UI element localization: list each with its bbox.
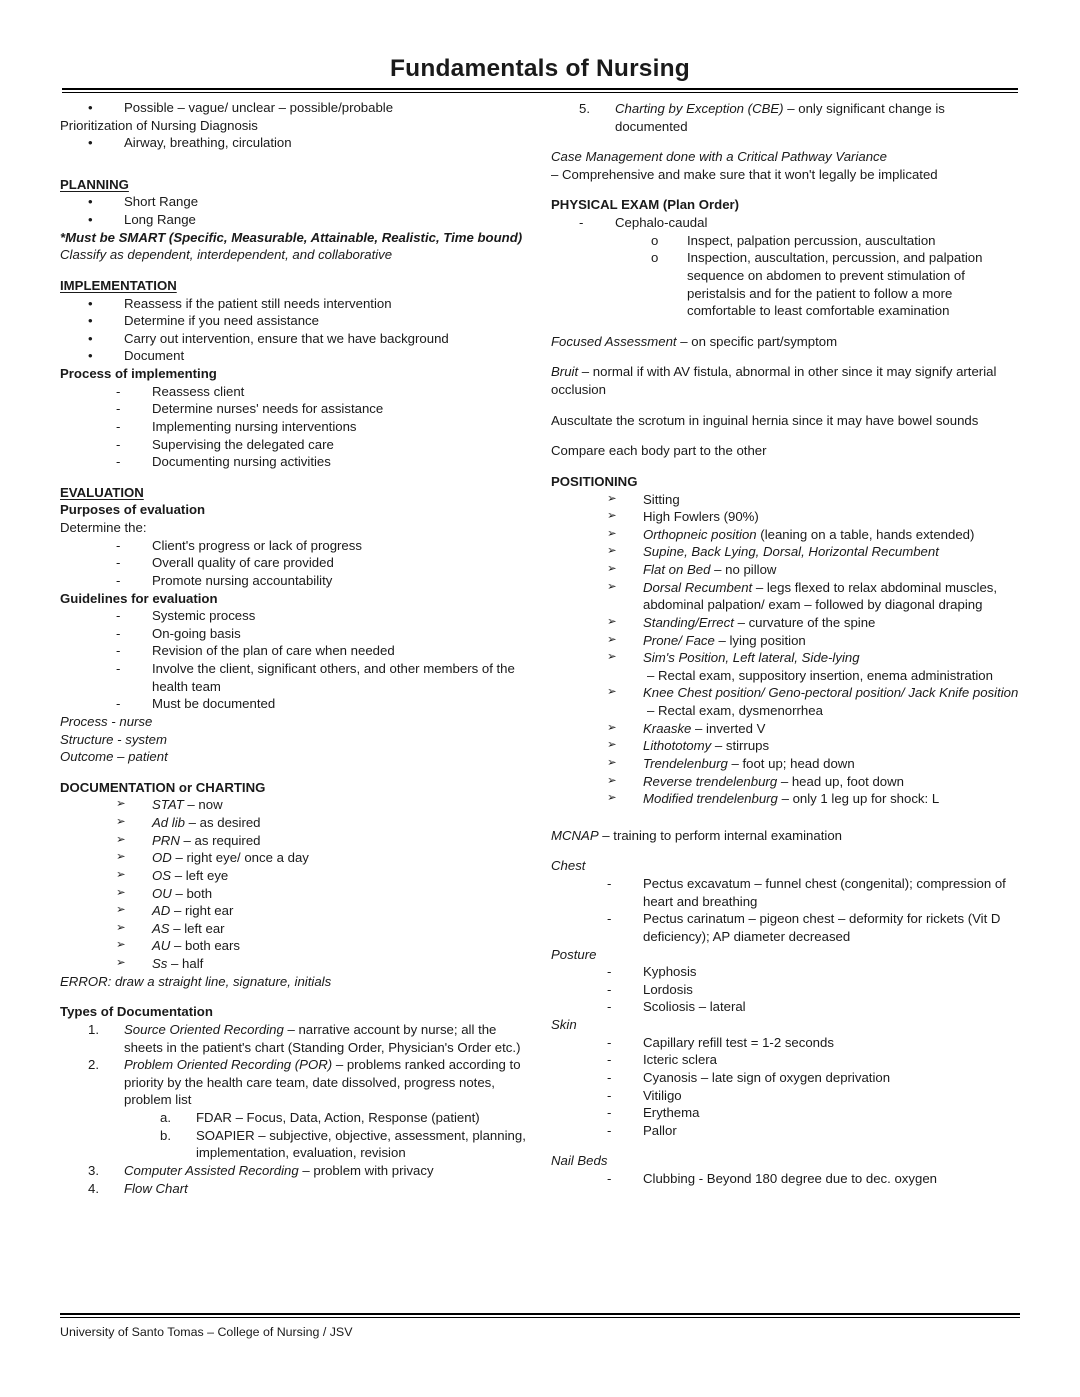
abbreviation-term: Ss bbox=[152, 956, 168, 972]
planning-note-smart: *Must be SMART (Specific, Measurable, Attainable, Realistic, Time bound) bbox=[60, 229, 523, 245]
subheading-skin: Skin bbox=[551, 1017, 577, 1033]
bullet-arrow-icon: ➢ bbox=[116, 798, 126, 811]
evaluation-triad-process: Process - nurse bbox=[60, 713, 153, 729]
spacer bbox=[551, 808, 1020, 821]
positioning-sub-note: – Rectal exam, suppository insertion, enema administration bbox=[647, 667, 993, 683]
spacer bbox=[60, 264, 529, 277]
bullet-arrow-icon: ➢ bbox=[116, 833, 126, 846]
list-item bbox=[60, 902, 529, 920]
bullet-dash-icon: - bbox=[607, 1069, 612, 1085]
abbreviation-meaning: – as required bbox=[179, 832, 261, 848]
two-column-body bbox=[0, 93, 1080, 1197]
doc-type-desc: – problem with privacy bbox=[298, 1162, 434, 1178]
list-item bbox=[60, 955, 529, 973]
subheading-process-of-implementing: Process of implementing bbox=[60, 366, 217, 382]
list-item bbox=[60, 937, 529, 955]
doc-type-term: Flow Chart bbox=[124, 1180, 188, 1196]
list-item: - Vitiligo bbox=[607, 1087, 682, 1103]
doc-subtype-text: FDAR – Focus, Data, Action, Response (patient) bbox=[196, 1110, 480, 1126]
list-letter: a. bbox=[160, 1110, 171, 1126]
bullet-dash-icon: - bbox=[607, 876, 612, 892]
bullet-dash-icon: - bbox=[116, 401, 121, 417]
section-heading-positioning: POSITIONING bbox=[551, 473, 638, 489]
subheading-guidelines-for-evaluation: Guidelines for evaluation bbox=[60, 590, 218, 606]
spacer bbox=[551, 460, 1020, 473]
list-item: • Long Range bbox=[88, 212, 196, 228]
subheading-posture: Posture bbox=[551, 946, 597, 962]
list-item: - Pectus carinatum – pigeon chest – deformity for rickets (Vit D deficiency); AP diameter decreased bbox=[607, 911, 1001, 944]
list-item: - Documenting nursing activities bbox=[116, 454, 331, 470]
spacer bbox=[551, 183, 1020, 196]
abbreviation-term: Ad lib bbox=[152, 815, 185, 831]
bullet-arrow-icon: ➢ bbox=[116, 904, 126, 917]
bullet-arrow-icon: ➢ bbox=[607, 492, 617, 505]
note-compare-body-parts: Compare each body part to the other bbox=[551, 443, 767, 459]
abbreviation-term: AD bbox=[152, 903, 171, 919]
list-item: • Airway, breathing, circulation bbox=[88, 135, 292, 151]
abbreviation-term: OU bbox=[152, 885, 172, 901]
bullet-circle-icon: o bbox=[651, 250, 659, 266]
evaluation-triad-structure: Structure - system bbox=[60, 731, 167, 747]
list-item: ➢ Trendelenburg – foot up; head down bbox=[607, 755, 855, 771]
bullet-arrow-icon: ➢ bbox=[607, 756, 617, 769]
bullet-arrow-icon: ➢ bbox=[607, 563, 617, 576]
case-management-line2: – Comprehensive and make sure that it won't legally be implicated bbox=[551, 166, 938, 182]
spacer bbox=[551, 399, 1020, 412]
list-item: - Implementing nursing interventions bbox=[116, 418, 357, 434]
list-item: - Determine nurses' needs for assistance bbox=[116, 401, 384, 417]
list-item: ➢ Knee Chest position/ Geno-pectoral position/ Jack Knife position bbox=[607, 685, 1019, 701]
list-item: - On-going basis bbox=[116, 625, 241, 641]
bullet-dash-icon: - bbox=[116, 383, 121, 399]
abbreviation-term: AS bbox=[152, 920, 170, 936]
bullet-dash-icon: - bbox=[116, 537, 121, 553]
bullet-arrow-icon: ➢ bbox=[607, 651, 617, 664]
spacer bbox=[60, 990, 529, 1003]
bullet-arrow-icon: ➢ bbox=[116, 957, 126, 970]
bullet-arrow-icon: ➢ bbox=[116, 886, 126, 899]
bullet-arrow-icon: ➢ bbox=[607, 545, 617, 558]
list-number: 3. bbox=[88, 1162, 99, 1178]
list-item: - Promote nursing accountability bbox=[116, 572, 333, 588]
list-item: - Supervising the delegated care bbox=[116, 436, 334, 452]
spacer bbox=[551, 429, 1020, 442]
spacer bbox=[551, 844, 1020, 857]
abbreviation-term: OD bbox=[152, 850, 172, 866]
list-item bbox=[60, 1162, 529, 1180]
note-bruit: Bruit – normal if with AV fistula, abnormal in other since it may signify arterial occlusion bbox=[551, 364, 997, 398]
determine-label: Determine the: bbox=[60, 520, 147, 536]
abbreviation-meaning: – as desired bbox=[185, 815, 261, 831]
bullet-dot-icon: • bbox=[88, 99, 93, 115]
abbreviation-meaning: – now bbox=[183, 797, 223, 813]
list-item bbox=[60, 1180, 529, 1198]
list-item: - Involve the client, significant others, and other members of the health team bbox=[116, 661, 515, 694]
abbreviation-meaning: – left eye bbox=[171, 867, 229, 883]
subheading-documentation-or-charting: DOCUMENTATION or CHARTING bbox=[60, 779, 266, 795]
bullet-arrow-icon: ➢ bbox=[607, 739, 617, 752]
note-mcnap: MCNAP – training to perform internal examination bbox=[551, 827, 842, 843]
bullet-dash-icon: - bbox=[607, 1105, 612, 1121]
list-item: ➢ Dorsal Recumbent – legs flexed to relax abdominal muscles, abdominal palpation/ exam – followed by diagonal draping bbox=[607, 579, 998, 613]
list-item: ➢ Reverse trendelenburg – head up, foot down bbox=[607, 773, 905, 789]
subheading-types-of-documentation: Types of Documentation bbox=[60, 1004, 213, 1020]
bullet-arrow-icon: ➢ bbox=[607, 686, 617, 699]
bullet-dot-icon: • bbox=[88, 194, 93, 210]
evaluation-triad-outcome: Outcome – patient bbox=[60, 749, 168, 765]
right-column bbox=[551, 99, 1020, 1188]
list-item: - Scoliosis – lateral bbox=[607, 999, 746, 1015]
bullet-arrow-icon: ➢ bbox=[116, 816, 126, 829]
bullet-dash-icon: - bbox=[579, 215, 584, 231]
abbreviation-meaning: – right ear bbox=[170, 903, 234, 919]
list-item: ➢ Sim's Position, Left lateral, Side-lying bbox=[607, 650, 860, 666]
bullet-dot-icon: • bbox=[88, 330, 93, 346]
bullet-arrow-icon: ➢ bbox=[607, 580, 617, 593]
bullet-dash-icon: - bbox=[116, 454, 121, 470]
abbreviation-meaning: – both bbox=[171, 885, 213, 901]
bullet-dash-icon: - bbox=[116, 436, 121, 452]
list-item: - Cephalo-caudal bbox=[579, 215, 708, 231]
list-item: ➢ Supine, Back Lying, Dorsal, Horizontal Recumbent bbox=[607, 544, 939, 560]
list-item: • Reassess if the patient still needs intervention bbox=[88, 295, 392, 311]
left-column bbox=[60, 99, 529, 1197]
bullet-arrow-icon: ➢ bbox=[607, 615, 617, 628]
bullet-arrow-icon: ➢ bbox=[116, 851, 126, 864]
bullet-dot-icon: • bbox=[88, 212, 93, 228]
section-heading-planning: PLANNING bbox=[60, 176, 129, 192]
positioning-sub-note: – Rectal exam, dysmenorrhea bbox=[647, 703, 823, 719]
bullet-arrow-icon: ➢ bbox=[116, 939, 126, 952]
list-item: - Client's progress or lack of progress bbox=[116, 537, 362, 553]
list-item: - Pectus excavatum – funnel chest (congenital); compression of heart and breathing bbox=[607, 876, 1006, 909]
list-item bbox=[551, 100, 1020, 135]
bullet-dash-icon: - bbox=[607, 981, 612, 997]
list-item bbox=[60, 849, 529, 867]
bullet-dot-icon: • bbox=[88, 135, 93, 151]
bullet-arrow-icon: ➢ bbox=[116, 921, 126, 934]
doc-type-term: Computer Assisted Recording bbox=[124, 1162, 299, 1178]
bullet-circle-icon: o bbox=[651, 232, 659, 248]
list-item: ➢ Orthopneic position (leaning on a table, hands extended) bbox=[607, 526, 975, 542]
bullet-arrow-icon: ➢ bbox=[607, 527, 617, 540]
list-item: • Short Range bbox=[88, 194, 199, 210]
list-item bbox=[60, 814, 529, 832]
abbreviation-term: PRN bbox=[152, 832, 180, 848]
bullet-dash-icon: - bbox=[607, 1034, 612, 1050]
list-item: ➢ Lithototomy – stirrups bbox=[607, 738, 770, 754]
subheading-nail-beds: Nail Beds bbox=[551, 1153, 608, 1169]
list-number: 4. bbox=[88, 1180, 99, 1196]
spacer bbox=[551, 350, 1020, 363]
spacer bbox=[551, 320, 1020, 333]
list-item bbox=[60, 1056, 529, 1109]
subheading-purposes-of-evaluation: Purposes of evaluation bbox=[60, 502, 206, 518]
case-management-line1: Case Management done with a Critical Pathway Variance bbox=[551, 149, 887, 165]
abbreviation-meaning: – right eye/ once a day bbox=[171, 850, 309, 866]
cbe-desc: – only significant change is documented bbox=[615, 100, 945, 134]
bullet-dash-icon: - bbox=[607, 1122, 612, 1138]
list-item bbox=[60, 867, 529, 885]
bullet-dash-icon: - bbox=[116, 608, 121, 624]
bullet-arrow-icon: ➢ bbox=[607, 510, 617, 523]
bullet-dash-icon: - bbox=[116, 572, 121, 588]
bullet-dash-icon: - bbox=[116, 661, 121, 677]
bullet-dot-icon: • bbox=[88, 313, 93, 329]
list-item: - Erythema bbox=[607, 1105, 700, 1121]
bullet-dash-icon: - bbox=[116, 625, 121, 641]
list-item: - Revision of the plan of care when needed bbox=[116, 643, 395, 659]
abbreviation-term: STAT bbox=[152, 797, 184, 813]
page-title: Fundamentals of Nursing bbox=[390, 55, 690, 82]
list-item: • Possible – vague/ unclear – possible/probable bbox=[88, 99, 394, 115]
error-note: ERROR: draw a straight line, signature, initials bbox=[60, 973, 332, 989]
list-item bbox=[60, 920, 529, 938]
doc-type-desc: – narrative account by nurse; all the sheets in the patient's chart (Standing Order, Physician's Order etc.) bbox=[124, 1021, 521, 1055]
list-item: - Icteric sclera bbox=[607, 1052, 718, 1068]
bullet-arrow-icon: ➢ bbox=[116, 868, 126, 881]
list-item: o Inspect, palpation percussion, auscultation bbox=[651, 232, 936, 248]
list-item: • Document bbox=[88, 348, 185, 364]
abbreviation-meaning: – both ears bbox=[170, 938, 240, 954]
page-footer bbox=[60, 1313, 1020, 1339]
section-heading-physical-exam: PHYSICAL EXAM (Plan Order) bbox=[551, 197, 740, 213]
doc-type-term: Source Oriented Recording bbox=[124, 1021, 284, 1037]
list-item: - Capillary refill test = 1-2 seconds bbox=[607, 1034, 834, 1050]
abbreviation-meaning: – left ear bbox=[169, 920, 225, 936]
list-number: 5. bbox=[579, 100, 590, 116]
list-item: - Must be documented bbox=[116, 696, 276, 712]
list-item: - Overall quality of care provided bbox=[116, 555, 334, 571]
bullet-dash-icon: - bbox=[116, 555, 121, 571]
bullet-arrow-icon: ➢ bbox=[607, 792, 617, 805]
list-item bbox=[60, 885, 529, 903]
doc-subtype-text: SOAPIER – subjective, objective, assessment, planning, implementation, evaluation, revision bbox=[196, 1127, 526, 1161]
bullet-dash-icon: - bbox=[607, 1171, 612, 1187]
list-item: - Reassess client bbox=[116, 383, 245, 399]
list-item: ➢ High Fowlers (90%) bbox=[607, 509, 759, 525]
bullet-dot-icon: • bbox=[88, 348, 93, 364]
list-item: - Clubbing - Beyond 180 degree due to dec. oxygen bbox=[607, 1171, 938, 1187]
planning-note-classify: Classify as dependent, interdependent, and collaborative bbox=[60, 247, 393, 263]
bullet-arrow-icon: ➢ bbox=[607, 633, 617, 646]
bullet-dash-icon: - bbox=[116, 643, 121, 659]
footer-text: University of Santo Tomas – College of Nursing / JSV bbox=[60, 1325, 353, 1339]
bullet-dash-icon: - bbox=[607, 1087, 612, 1103]
list-item: - Cyanosis – late sign of oxygen deprivation bbox=[607, 1069, 891, 1085]
list-item bbox=[60, 796, 529, 814]
abbreviation-term: AU bbox=[152, 938, 171, 954]
spacer bbox=[60, 152, 529, 170]
spacer bbox=[60, 766, 529, 779]
abbreviation-meaning: – half bbox=[167, 956, 204, 972]
list-item: • Carry out intervention, ensure that we have background bbox=[88, 330, 449, 346]
bullet-dash-icon: - bbox=[607, 964, 612, 980]
note-auscultate-scrotum: Auscultate the scrotum in inguinal hernia since it may have bowel sounds bbox=[551, 412, 979, 428]
list-item: - Kyphosis bbox=[607, 964, 697, 980]
bullet-dash-icon: - bbox=[607, 999, 612, 1015]
list-number: 2. bbox=[88, 1057, 99, 1073]
list-item: ➢ Standing/Errect – curvature of the spine bbox=[607, 614, 876, 630]
section-heading-evaluation: EVALUATION bbox=[60, 484, 144, 500]
bullet-dash-icon: - bbox=[607, 1052, 612, 1068]
spacer bbox=[551, 1139, 1020, 1152]
list-item bbox=[60, 1021, 529, 1056]
list-item: - Lordosis bbox=[607, 981, 693, 997]
bullet-dot-icon: • bbox=[88, 295, 93, 311]
list-item: ➢ Modified trendelenburg – only 1 leg up for shock: L bbox=[607, 791, 940, 807]
subheading-chest: Chest bbox=[551, 858, 586, 874]
list-letter: b. bbox=[160, 1127, 171, 1143]
list-item: ➢ Sitting bbox=[607, 491, 680, 507]
list-number: 1. bbox=[88, 1021, 99, 1037]
spacer bbox=[60, 471, 529, 484]
list-item bbox=[60, 1127, 529, 1162]
section-heading-implementation: IMPLEMENTATION bbox=[60, 277, 177, 293]
bullet-arrow-icon: ➢ bbox=[607, 774, 617, 787]
list-item: ➢ Prone/ Face – lying position bbox=[607, 632, 806, 648]
cbe-term: Charting by Exception (CBE) bbox=[615, 100, 784, 116]
list-item: ➢ Flat on Bed – no pillow bbox=[607, 562, 777, 578]
doc-type-desc: – problems ranked according to priority by the health care team, date dissolved, progress notes, problem list bbox=[124, 1057, 521, 1108]
bullet-dash-icon: - bbox=[116, 696, 121, 712]
list-item: • Determine if you need assistance bbox=[88, 313, 319, 329]
list-item bbox=[60, 1109, 529, 1127]
bullet-dash-icon: - bbox=[116, 418, 121, 434]
list-item: - Systemic process bbox=[116, 608, 256, 624]
prioritization-heading: Prioritization of Nursing Diagnosis bbox=[60, 117, 258, 133]
list-item: - Pallor bbox=[607, 1122, 677, 1138]
list-item bbox=[60, 832, 529, 850]
note-focused-assessment: Focused Assessment – on specific part/symptom bbox=[551, 333, 838, 349]
list-item: ➢ Kraaske – inverted V bbox=[607, 720, 766, 736]
list-item: o Inspection, auscultation, percussion, and palpation sequence on abdomen to prevent stimulation of peristalsis and for the patient to follow a more comfortable to least comfortable examination bbox=[651, 250, 983, 319]
bullet-arrow-icon: ➢ bbox=[607, 721, 617, 734]
doc-type-term: Problem Oriented Recording (POR) bbox=[124, 1057, 333, 1073]
spacer bbox=[551, 135, 1020, 148]
abbreviation-term: OS bbox=[152, 867, 172, 883]
bullet-dash-icon: - bbox=[607, 911, 612, 927]
